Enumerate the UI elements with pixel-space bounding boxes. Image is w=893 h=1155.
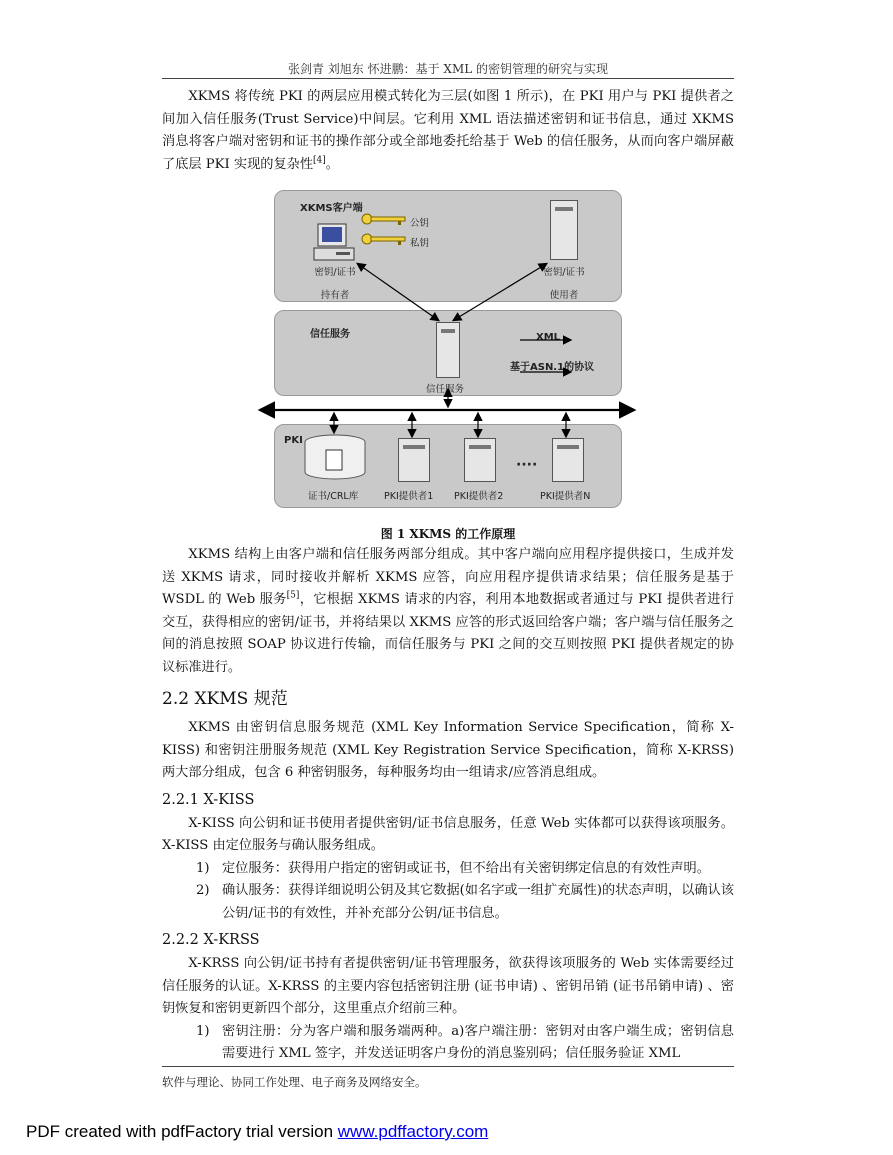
list-item	[162, 858, 734, 881]
structure-text-a: XKMS 结构上由客户端和信任服务两部分组成。其中客户端向应用程序提供接口，生成并发送 XKMS 请求，同时接收并解析 XKMS 应答，向应用程序提供请求结果；信任服务是基于 WSDL 的 Web 服务	[162, 547, 734, 607]
list-item	[162, 880, 734, 925]
section-2-2-text: XKMS 由密钥信息服务规范 (XML Key Information Service Specification，简称 X-KISS) 和密钥注册服务规范 (XML Key Registration Service Specification，简称 X-KRSS) 两大部分组成，包含 6 种密钥服务，每种服务均由一组请求/应答消息组成。	[162, 720, 734, 780]
pdffactory-link[interactable]: www.pdffactory.com	[337, 1122, 489, 1141]
list-item-text: 密钥注册：分为客户端和服务端两种。a)客户端注册：密钥对由客户端生成；密钥信息需要进行 XML 签字，并发送证明客户身份的消息鉴别码；信任服务验证 XML	[222, 1023, 734, 1061]
list-item	[162, 1021, 734, 1066]
intro-paragraph	[162, 86, 734, 176]
section-2-2-1-title: 2.2.1 X-KISS	[162, 791, 255, 808]
intro-text: XKMS 将传统 PKI 的两层应用模式转化为三层(如图 1 所示)，在 PKI 用户与 PKI 提供者之间加入信任服务(Trust Service)中间层。它利用 XML 语法描述密钥和证书信息，通过 XKMS 消息将客户端对密钥和证书的操作部分或全部地委托给基于 Web 的信任服务，从而向客户端屏蔽了底层 PKI 实现的复杂性	[162, 89, 734, 172]
user-line2: 使用者	[549, 289, 579, 301]
client-panel-label: XKMS客户端	[300, 203, 363, 214]
holder-line2: 持有者	[320, 289, 350, 301]
private-key-label: 私钥	[410, 238, 430, 249]
section-2-2-2-title: 2.2.2 X-KRSS	[162, 932, 260, 948]
asn-arrow-label: 基于ASN.1的协议	[510, 362, 595, 373]
figure-caption: 图 1 XKMS 的工作原理	[380, 527, 516, 541]
section-2-2-2-text: X-KRSS 向公钥/证书持有者提供密钥/证书管理服务，欲获得该项服务的 Web 实体需要经过信任服务的认证。X-KRSS 的主要内容包括密钥注册 (证书申请) 、密钥吊销 (证书吊销申请) 、密钥恢复和密钥更新四个部分，这里重点介绍前三种。	[162, 956, 734, 1016]
section-2-2-title: 2.2 XKMS 规范	[162, 689, 288, 709]
paragraph-structure	[162, 544, 734, 679]
pdf-banner-text: PDF created with pdfFactory trial version	[26, 1122, 338, 1141]
xml-arrow-label: XML	[536, 332, 561, 343]
footnote-rule	[162, 1066, 734, 1067]
trust-panel-label: 信任服务	[310, 329, 350, 340]
list-item-number: 2)	[196, 883, 210, 898]
intro-end: 。	[325, 156, 339, 172]
crl-db-label: 证书/CRL库	[308, 491, 359, 502]
page-body	[162, 86, 734, 1066]
holder-line1: 密钥/证书	[314, 267, 356, 278]
structure-text-b: ，它根据 XKMS 请求的内容，利用本地数据或者通过与 PKI 提供者进行交互，获得相应的密钥/证书，并将结果以 XKMS 应答的形式返回给客户端；客户端与信任服务之间的消息按照 SOAP 协议进行传输，而信任服务与 PKI 之间的交互则按照 PKI 提供者规定的协议标准进行。	[162, 592, 734, 675]
list-item-text: 确认服务：获得详细说明公钥及其它数据(如名字或一组扩充属性)的状态声明，以确认该公钥/证书的有效性，并补充部分公钥/证书信息。	[222, 883, 734, 921]
list-item-number: 1)	[196, 860, 210, 876]
public-key-label: 公钥	[410, 218, 430, 229]
figure-1	[162, 182, 734, 520]
pki-panel-label: PKI	[284, 435, 303, 446]
citation-4: [4]	[313, 155, 326, 166]
header-rule	[162, 78, 734, 79]
running-head: 张剑青 刘旭东 怀进鹏：基于 XML 的密钥管理的研究与实现	[287, 62, 609, 76]
pdf-banner	[26, 1122, 488, 1142]
provider2-label: PKI提供者2	[454, 491, 504, 502]
list-item-text: 定位服务：获得用户指定的密钥或证书，但不给出有关密钥绑定信息的有效性声明。	[222, 860, 710, 876]
citation-5: [5]	[286, 590, 300, 601]
trust-server-label: 信任服务	[426, 384, 465, 395]
section-2-2-1-text: X-KISS 向公钥和证书使用者提供密钥/证书信息服务，任意 Web 实体都可以获得该项服务。X-KISS 由定位服务与确认服务组成。	[162, 815, 734, 853]
providerN-label: PKI提供者N	[540, 491, 591, 502]
figure-connectors	[162, 182, 734, 520]
user-line1: 密钥/证书	[543, 267, 585, 278]
list-item-number: 1)	[196, 1023, 210, 1039]
provider1-label: PKI提供者1	[384, 491, 434, 502]
providers-ellipsis: ····	[516, 457, 538, 473]
footnote: 软件与理论、协同工作处理、电子商务及网络安全。	[162, 1075, 427, 1089]
